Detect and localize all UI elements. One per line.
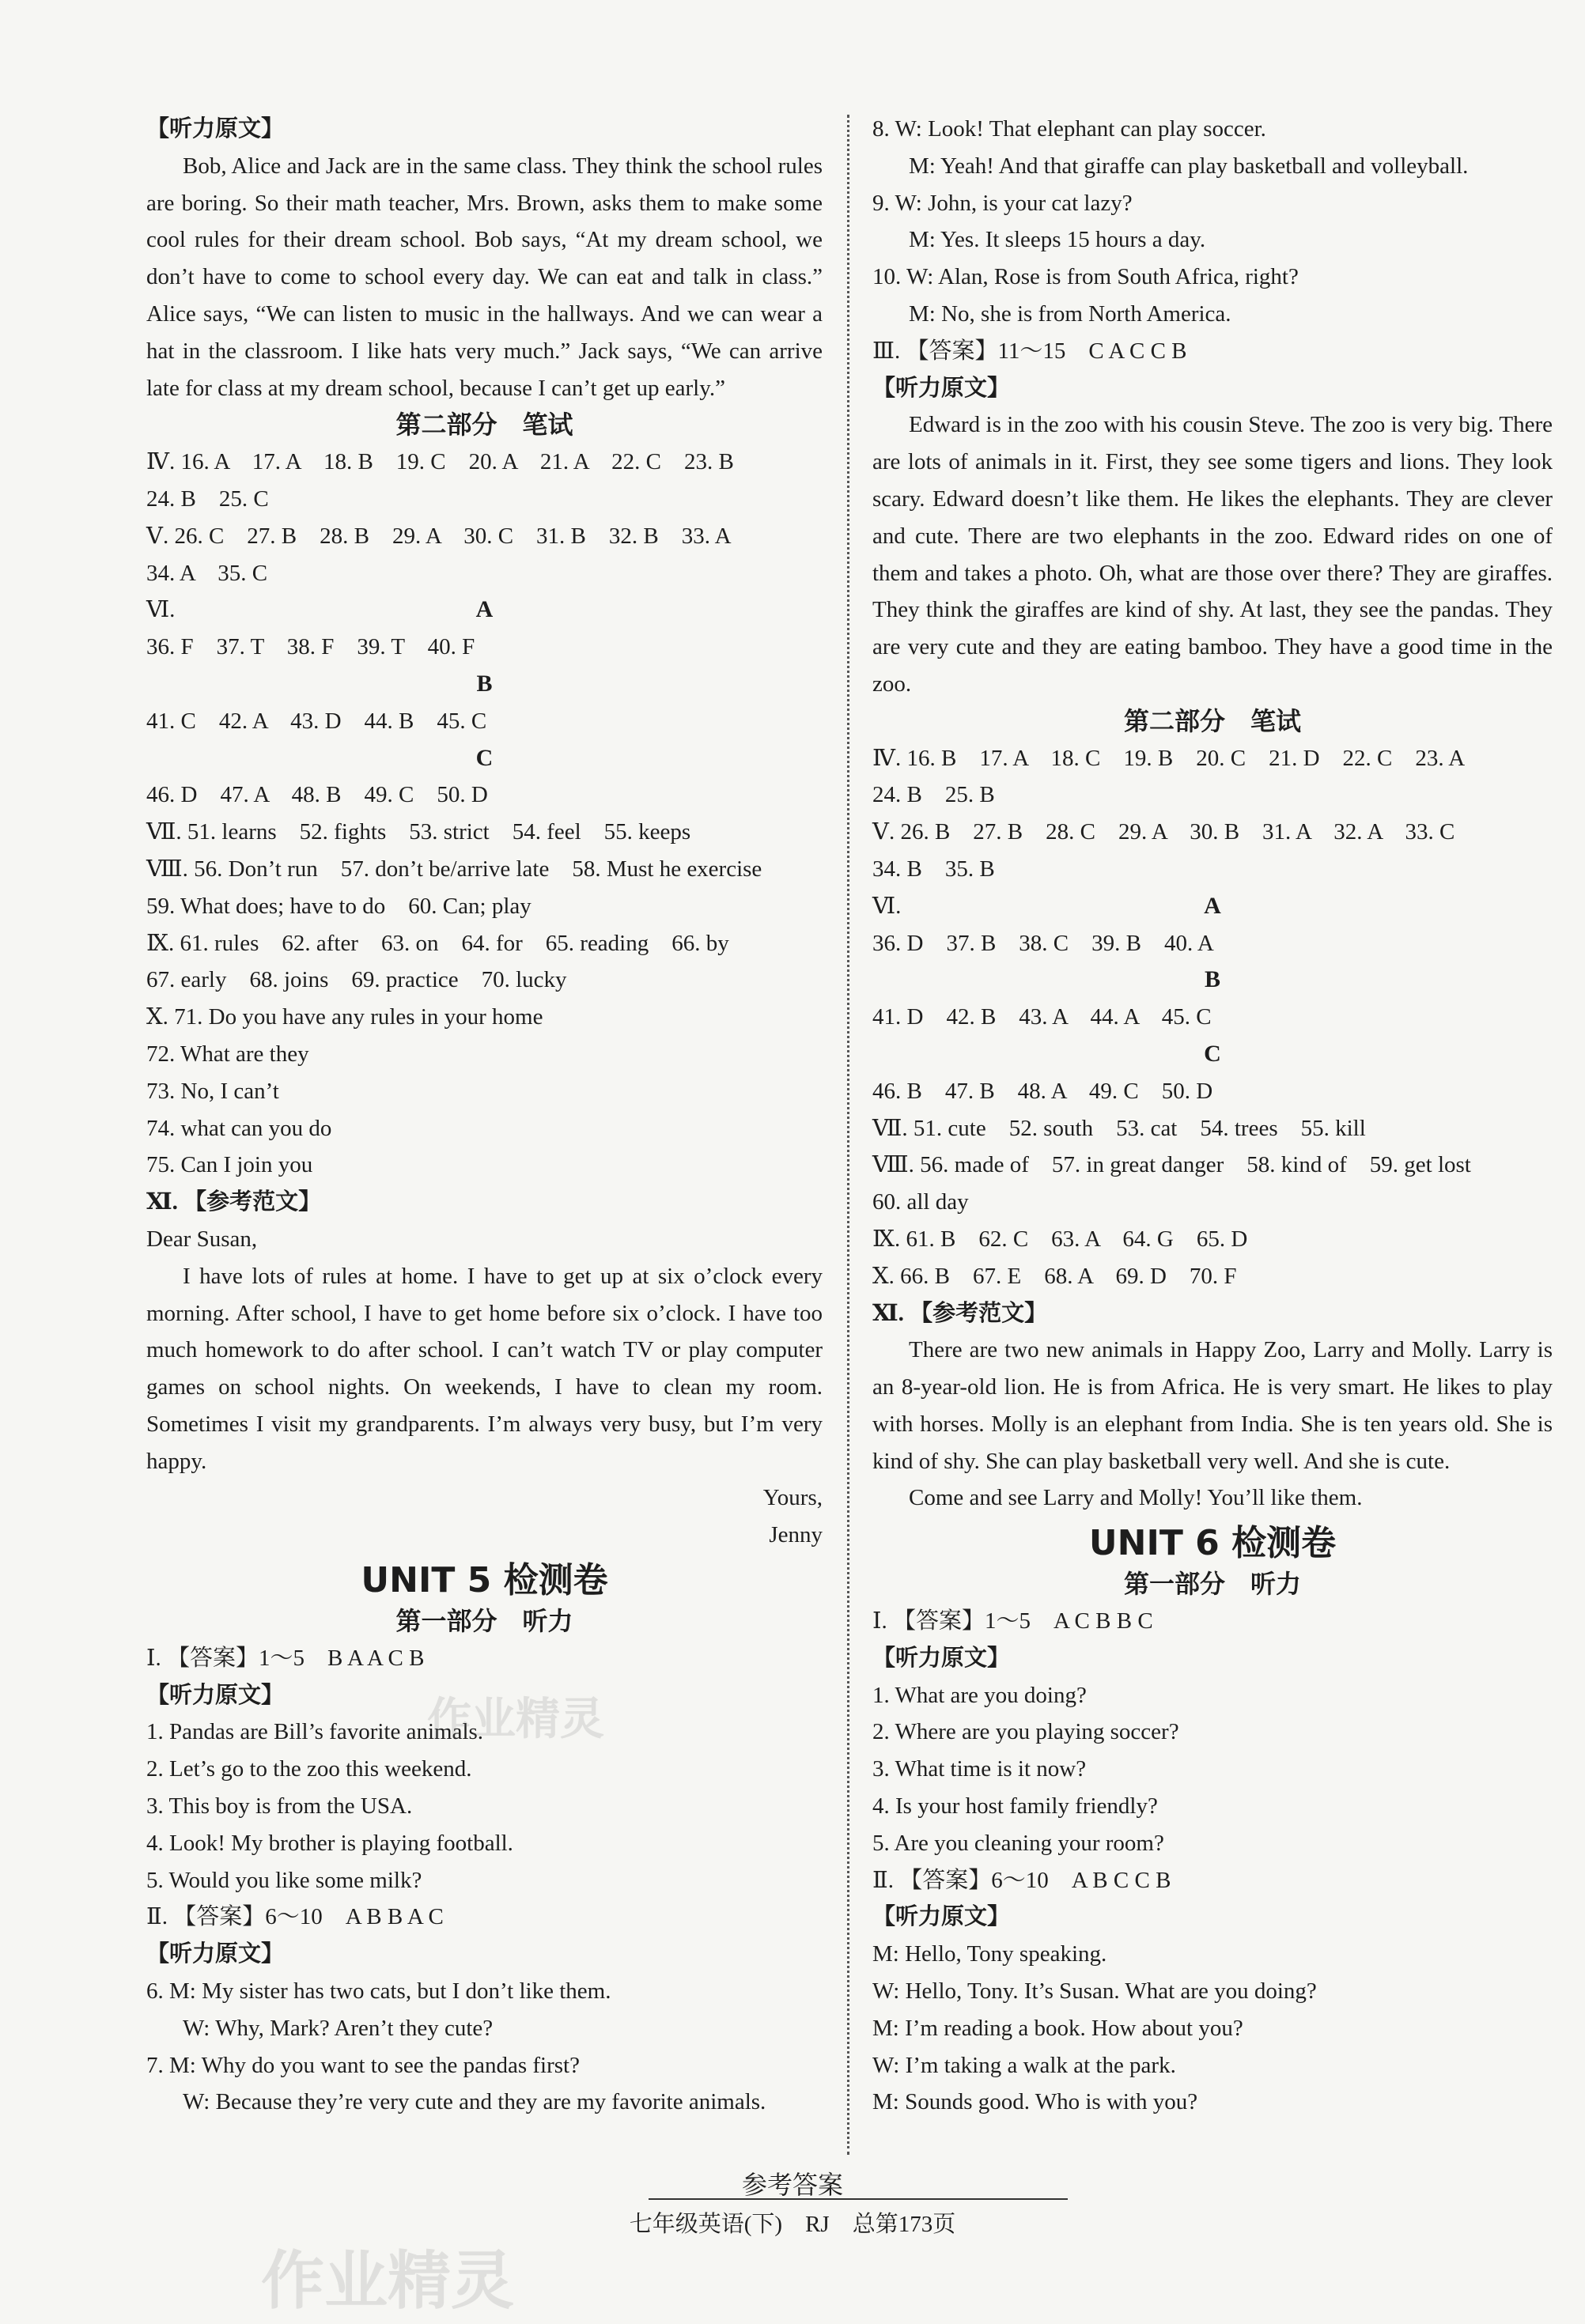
answer-line-ix-cont: 67. early 68. joins 69. practice 70. lucky <box>146 967 567 993</box>
answer-line-x-72: 72. What are they <box>146 1041 309 1067</box>
dialog-9m: M: Yes. It sleeps 15 hours a day. <box>909 227 1206 253</box>
u5-dialog-6w: W: Why, Mark? Aren’t they cute? <box>183 2015 494 2041</box>
u5-script-2: 2. Let’s go to the zoo this weekend. <box>146 1756 472 1782</box>
answer-line-iv: Ⅳ. 16. A 17. A 18. B 19. C 20. A 21. A 22. C 23. B <box>146 449 734 475</box>
u5-dialog-7m: 7. M: Why do you want to see the pandas first? <box>146 2052 580 2078</box>
u6-script-3: 3. What time is it now? <box>872 1756 1087 1782</box>
part-letter-c: C <box>475 744 494 771</box>
u5-dialog-7w: W: Because they’re very cute and they are my favorite animals. <box>183 2089 766 2115</box>
u6-dialog-2: W: Hello, Tony. It’s Susan. What are you doing? <box>872 1978 1317 2005</box>
answer-line-vi-b: 41. C 42. A 43. D 44. B 45. C <box>146 708 487 734</box>
answer-line-vii: Ⅶ. 51. learns 52. fights 53. strict 54. feel 55. keeps <box>146 819 691 845</box>
answer-line-iv-cont: 24. B 25. C <box>146 486 269 512</box>
u6-dialog-4: W: I’m taking a walk at the park. <box>872 2052 1176 2078</box>
right-column <box>872 111 1553 2121</box>
answer-line-x: Ⅹ. 71. Do you have any rules in your home <box>146 1004 543 1030</box>
u6-dialog-3: M: I’m reading a book. How about you? <box>872 2015 1243 2041</box>
answer-line-xi: Ⅺ. 【参考范文】 <box>146 1189 322 1215</box>
footer-title: 参考答案 <box>741 2170 843 2200</box>
u5-answer-i: Ⅰ. 【答案】1～5 B A A C B <box>146 1645 425 1671</box>
u5-script-4: 4. Look! My brother is playing football. <box>146 1830 513 1856</box>
part-letter-c: C <box>1204 1040 1221 1067</box>
u5-answer-ii: Ⅱ. 【答案】6～10 A B B A C <box>146 1904 444 1930</box>
listening-passage: Edward is in the zoo with his cousin Steve. The zoo is very big. There are lots of animals in it. First, they see some tigers and lions. They look scary. Edward doesn’t like them. He likes the elephants. They are clever and cute. There are two elephants in the zoo. Edward rides on one of them and takes a photo. Oh, what are those over there? They are giraffes. They think the giraffes are kind of shy. At last, they see the pandas. They are very cute and they are eating bamboo. They have a good time in the zoo. <box>872 412 1553 697</box>
listening-script-label: 【听力原文】 <box>872 375 1011 401</box>
u6-answer-ii: Ⅱ. 【答案】6～10 A B C C B <box>872 1867 1171 1893</box>
answer-line-x-74: 74. what can you do <box>146 1115 332 1141</box>
answer-line-vi: Ⅵ. <box>872 893 902 919</box>
u6-dialog-1: M: Hello, Tony speaking. <box>872 1941 1107 1967</box>
answer-line-ix: Ⅸ. 61. B 62. C 63. A 64. G 65. D <box>872 1226 1248 1252</box>
u6-script-label-i: 【听力原文】 <box>872 1645 1011 1671</box>
u5-dialog-6m: 6. M: My sister has two cats, but I don’t like them. <box>146 1978 611 2005</box>
answer-line-x-75: 75. Can I join you <box>146 1152 313 1178</box>
answer-line-v: Ⅴ. 26. B 27. B 28. C 29. A 30. B 31. A 32. A 33. C <box>872 819 1455 845</box>
unit-6-title: UNIT 6 检测卷 <box>1088 1523 1337 1564</box>
letter-closing: Yours, <box>762 1485 823 1511</box>
answer-line-iii: Ⅲ. 【答案】11～15 C A C C B <box>872 338 1187 364</box>
footer-rule <box>649 2198 1068 2200</box>
u5-script-3: 3. This boy is from the USA. <box>146 1793 413 1820</box>
essay-paragraph-2: Come and see Larry and Molly! You’ll like them. <box>909 1485 1363 1511</box>
u6-script-4: 4. Is your host family friendly? <box>872 1793 1158 1820</box>
section-heading-writing: 第二部分 笔试 <box>395 410 573 440</box>
u6-dialog-5: M: Sounds good. Who is with you? <box>872 2089 1198 2115</box>
part-letter-a: A <box>475 596 494 623</box>
part-letter-b: B <box>476 670 493 697</box>
answer-line-iv: Ⅳ. 16. B 17. A 18. C 19. B 20. C 21. D 22. C 23. A <box>872 745 1466 771</box>
u6-script-1: 1. What are you doing? <box>872 1682 1087 1708</box>
answer-line-x: Ⅹ. 66. B 67. E 68. A 69. D 70. F <box>872 1263 1237 1289</box>
answer-line-iv-cont: 24. B 25. B <box>872 782 995 808</box>
u6-script-2: 2. Where are you playing soccer? <box>872 1719 1179 1745</box>
answer-line-vi: Ⅵ. <box>146 597 176 623</box>
section-heading-writing: 第二部分 笔试 <box>1123 705 1301 736</box>
letter-body: I have lots of rules at home. I have to get up at six o’clock every morning. After school, I have to get home before six o’clock. I have too much homework to do after school. I can’t watch TV or play computer games on school nights. On weekends, I have to clean my room. Sometimes I visit my grandparents. I’m always very busy, but I’m very happy. <box>146 1263 823 1474</box>
listening-passage: Bob, Alice and Jack are in the same class. They think the school rules are boring. So their math teacher, Mrs. Brown, asks them to make some cool rules for their dream school. Bob says, “At my dream school, we don’t have to come to school every day. We can eat and talk in class.” Alice says, “We can listen to music in the hallways. And we can wear a hat in the classroom. I like hats very much.” Jack says, “We can arrive late for class at my dream school, because I can’t get up early.” <box>146 153 823 401</box>
u6-script-5: 5. Are you cleaning your room? <box>872 1830 1164 1856</box>
answer-line-ix: Ⅸ. 61. rules 62. after 63. on 64. for 65. reading 66. by <box>146 930 729 956</box>
essay-paragraph-1: There are two new animals in Happy Zoo, Larry and Molly. Larry is an 8-year-old lion. He is from Africa. He is very smart. He likes to play with horses. Molly is an elephant from India. She is ten years old. She is kind of shy. She can play basketball very well. And she is cute. <box>872 1337 1553 1474</box>
u6-script-label-ii: 【听力原文】 <box>872 1904 1011 1930</box>
u5-script-label-i: 【听力原文】 <box>146 1682 285 1708</box>
left-column <box>146 111 823 2121</box>
part-letter-b: B <box>1204 966 1220 993</box>
dialog-10m: M: No, she is from North America. <box>909 300 1231 327</box>
answer-line-x-73: 73. No, I can’t <box>146 1078 279 1104</box>
u6-answer-i: Ⅰ. 【答案】1～5 A C B B C <box>872 1608 1153 1634</box>
footer-page-info: 七年级英语(下) RJ 总第173页 <box>629 2212 956 2237</box>
u5-script-1: 1. Pandas are Bill’s favorite animals. <box>146 1719 484 1745</box>
dialog-8w: 8. W: Look! That elephant can play soccer. <box>872 116 1266 142</box>
answer-line-viii-cont: 59. What does; have to do 60. Can; play <box>146 893 531 919</box>
dialog-10w: 10. W: Alan, Rose is from South Africa, right? <box>872 264 1299 290</box>
answer-line-v-cont: 34. A 35. C <box>146 560 268 586</box>
answer-line-v: Ⅴ. 26. C 27. B 28. B 29. A 30. C 31. B 32. B 33. A <box>146 523 732 549</box>
unit-6-part1-heading: 第一部分 听力 <box>1123 1569 1301 1600</box>
answer-line-viii-cont: 60. all day <box>872 1189 969 1215</box>
answer-line-viii: Ⅷ. 56. made of 57. in great danger 58. kind of 59. get lost <box>872 1152 1471 1178</box>
answer-line-v-cont: 34. B 35. B <box>872 856 995 882</box>
letter-greeting: Dear Susan, <box>146 1226 258 1252</box>
part-letter-a: A <box>1204 892 1221 919</box>
answer-line-vi-c: 46. D 47. A 48. B 49. C 50. D <box>146 782 488 808</box>
watermark-bottom: 作业精灵 <box>261 2244 514 2318</box>
answer-line-vi-a: 36. F 37. T 38. F 39. T 40. F <box>146 634 475 660</box>
answer-line-vi-a: 36. D 37. B 38. C 39. B 40. A <box>872 930 1214 956</box>
watermark-mid: 作业精灵 <box>427 1694 604 1745</box>
u5-script-label-ii: 【听力原文】 <box>146 1941 285 1967</box>
unit-5-part1-heading: 第一部分 听力 <box>395 1606 573 1637</box>
dialog-9w: 9. W: John, is your cat lazy? <box>872 190 1133 216</box>
answer-line-vi-c: 46. B 47. B 48. A 49. C 50. D <box>872 1078 1213 1104</box>
u5-script-5: 5. Would you like some milk? <box>146 1867 422 1893</box>
answer-line-vi-b: 41. D 42. B 43. A 44. A 45. C <box>872 1004 1212 1030</box>
answer-line-xi: Ⅺ. 【参考范文】 <box>872 1300 1048 1326</box>
dialog-8m: M: Yeah! And that giraffe can play basketball and volleyball. <box>909 153 1469 179</box>
letter-signature: Jenny <box>769 1522 823 1548</box>
column-divider <box>847 115 849 2155</box>
answer-line-viii: Ⅷ. 56. Don’t run 57. don’t be/arrive late 58. Must he exercise <box>146 856 762 882</box>
unit-5-title: UNIT 5 检测卷 <box>361 1560 608 1601</box>
listening-script-label: 【听力原文】 <box>146 116 285 142</box>
answer-line-vii: Ⅶ. 51. cute 52. south 53. cat 54. trees 55. kill <box>872 1115 1366 1141</box>
